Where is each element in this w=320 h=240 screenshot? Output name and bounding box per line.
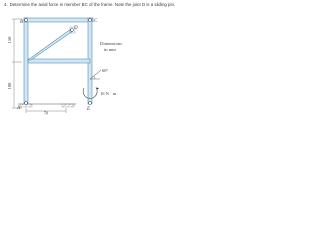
- angle-label: 60°: [102, 68, 109, 73]
- member-middle: [28, 59, 90, 63]
- dim-upper-label: 150: [7, 36, 12, 44]
- label-b: B: [20, 20, 24, 25]
- problem-text: Determine the axial force in member BC of the frame. Note the joint D is a sliding pin.: [9, 2, 176, 7]
- units-line-1: Dimensions: [100, 41, 122, 46]
- member-diagonal: [28, 29, 73, 60]
- moment-label: 16 N · m: [100, 91, 117, 96]
- bottom-dimension: [26, 108, 66, 116]
- member-ab: [24, 18, 28, 104]
- dim-lower-label: 100: [7, 82, 12, 90]
- label-a: A: [17, 106, 21, 111]
- label-c: C: [94, 19, 98, 24]
- label-d: D: [74, 26, 78, 31]
- label-e: E: [87, 107, 91, 112]
- vertical-dimensions: [7, 19, 22, 108]
- problem-number: 4.: [4, 2, 8, 7]
- member-bc: [24, 18, 93, 22]
- units-line-2: in mm: [104, 47, 116, 52]
- frame-diagram: [0, 0, 200, 116]
- dim-bottom-label: 70: [43, 110, 49, 116]
